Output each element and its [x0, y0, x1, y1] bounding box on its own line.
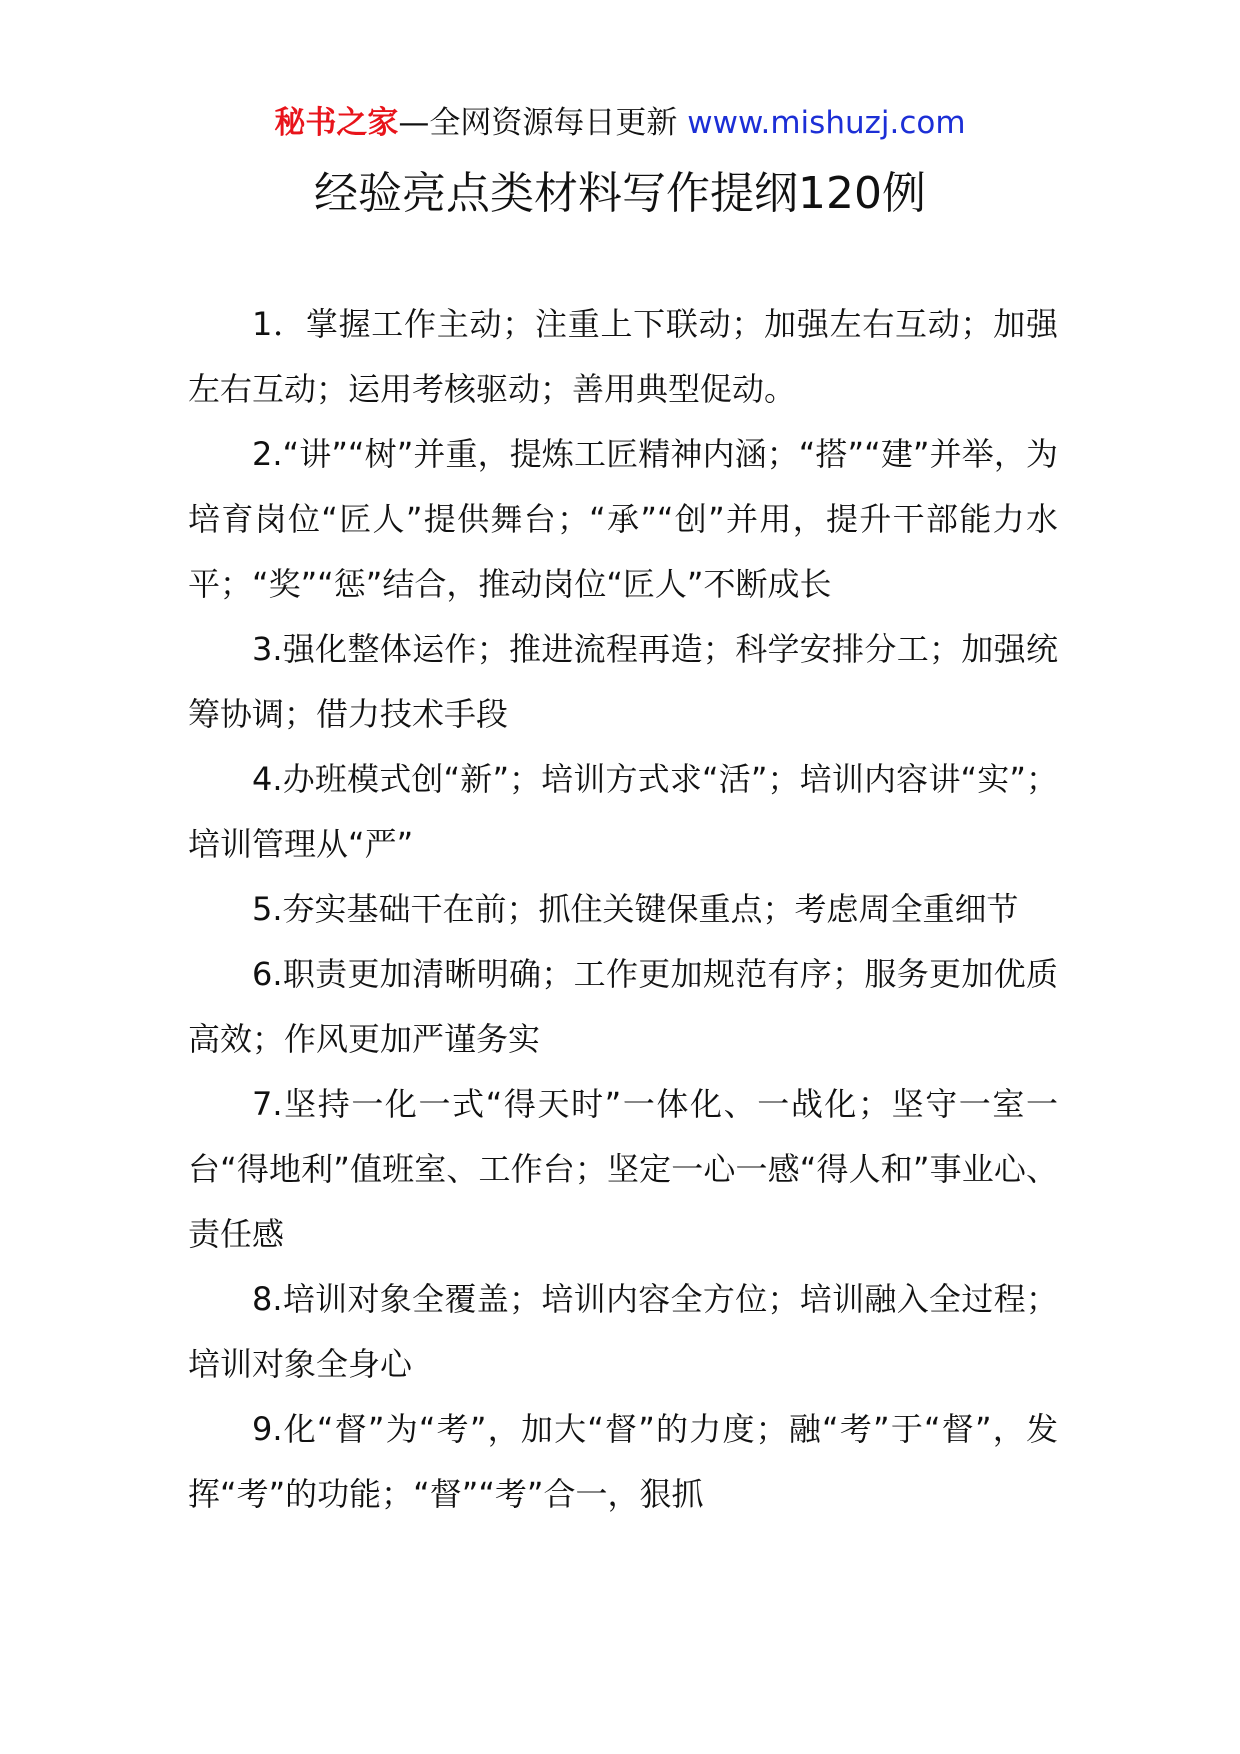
- outline-item-5: 5.夯实基础干在前；抓住关键保重点；考虑周全重细节: [252, 890, 1019, 928]
- document-body: [188, 292, 1058, 1527]
- outline-item-6: 6.职责更加清晰明确；工作更加规范有序；服务更加优质高效；作风更加严谨务实: [188, 955, 1058, 1058]
- outline-item-3: 3.强化整体运作；推进流程再造；科学安排分工；加强统筹协调；借力技术手段: [188, 630, 1058, 733]
- outline-item-8: 8.培训对象全覆盖；培训内容全方位；培训融入全过程；培训对象全身心: [188, 1280, 1058, 1383]
- document-title: 经验亮点类材料写作提纲120例: [314, 168, 926, 219]
- outline-item-4: 4.办班模式创“新”；培训方式求“活”；培训内容讲“实”；培训管理从“严”: [188, 760, 1058, 863]
- outline-item-1: 1．掌握工作主动；注重上下联动；加强左右互动；加强左右互动；运用考核驱动；善用典型促动。: [188, 305, 1058, 408]
- header-tagline: —全网资源每日更新: [398, 105, 678, 141]
- outline-item-7: 7.坚持一化一式“得天时”一体化、一战化；坚守一室一台“得地利”值班室、工作台；坚定一心一感“得人和”事业心、责任感: [188, 1085, 1058, 1253]
- outline-item-2: 2.“讲”“树”并重，提炼工匠精神内涵；“搭”“建”并举，为培育岗位“匠人”提供舞台；“承”“创”并用，提升干部能力水平；“奖”“惩”结合，推动岗位“匠人”不断成长: [188, 435, 1058, 603]
- site-header: [0, 98, 1240, 148]
- outline-item-9: 9.化“督”为“考”，加大“督”的力度；融“考”于“督”，发挥“考”的功能；“督”“考”合一，狠抓: [188, 1410, 1058, 1513]
- site-url-link[interactable]: www.mishuzj.com: [687, 105, 966, 141]
- brand-name: 秘书之家: [274, 105, 399, 141]
